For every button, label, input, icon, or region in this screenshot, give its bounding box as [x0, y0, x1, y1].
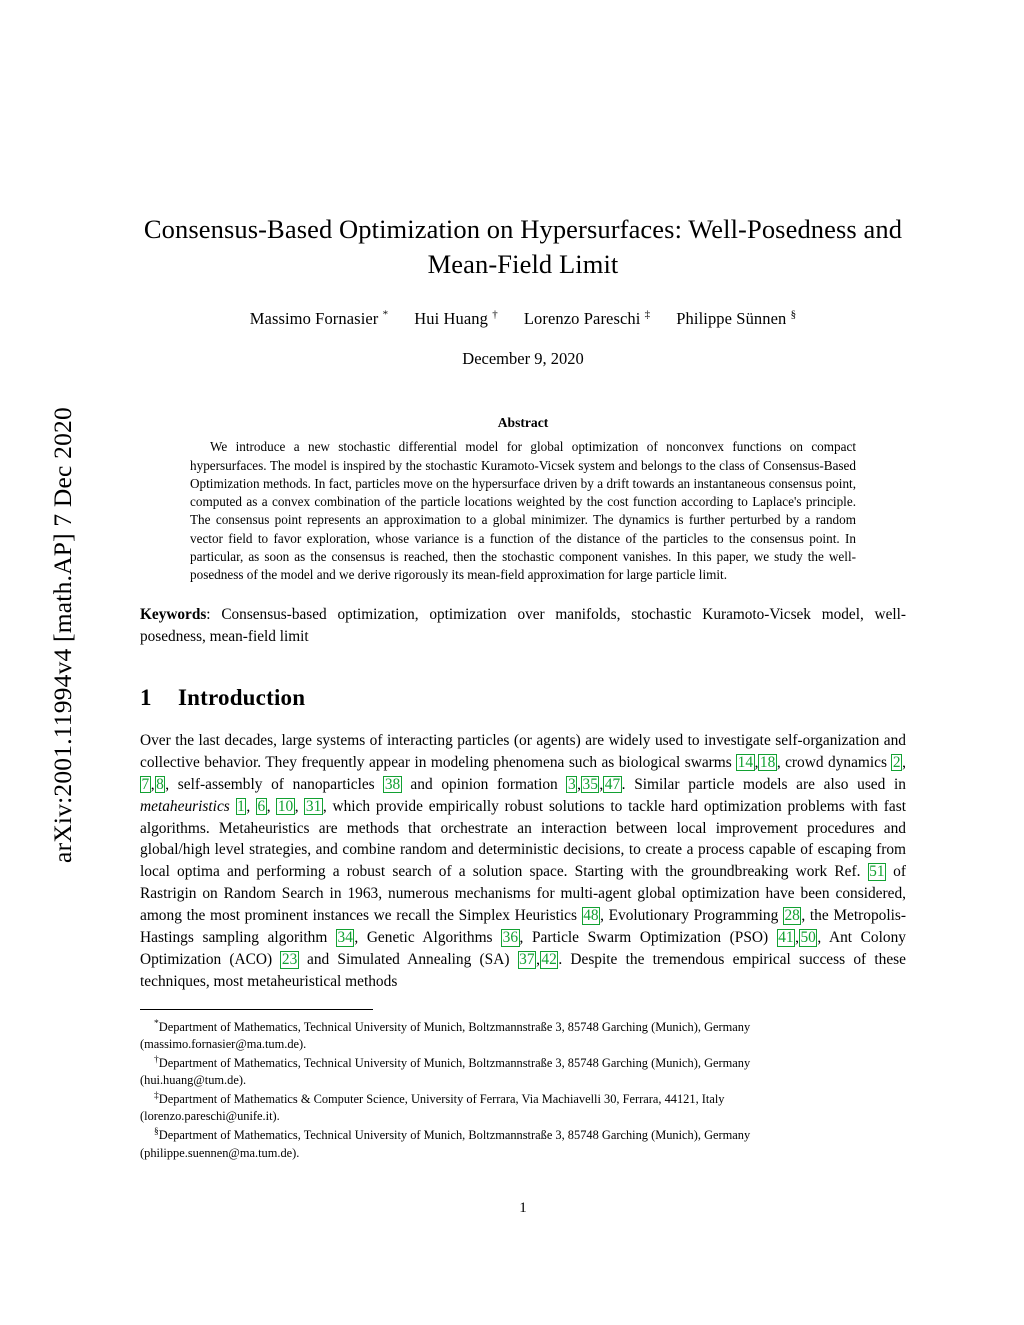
- footnote-3: [140, 1090, 906, 1108]
- citation-link[interactable]: 36: [502, 929, 519, 947]
- footnote-marker: *: [154, 1018, 159, 1029]
- author-footnote-marker[interactable]: †: [492, 308, 498, 321]
- footnote-marker: †: [154, 1054, 159, 1065]
- footnote-1: [140, 1018, 906, 1036]
- section-heading-introduction: [140, 685, 906, 711]
- citation-link[interactable]: 31: [305, 797, 322, 815]
- citation-link[interactable]: 28: [784, 907, 800, 925]
- paper-page: [140, 0, 906, 1325]
- citation-link[interactable]: 50: [800, 929, 816, 947]
- citation-link[interactable]: 8: [156, 775, 164, 793]
- footnote-affiliation: Department of Mathematics, Technical University of Munich, Boltzmannstraße 3, 85748 Garching (Munich), Germany: [158, 1019, 751, 1034]
- citation-link[interactable]: 6: [257, 797, 266, 815]
- citation-link[interactable]: 1: [237, 797, 245, 815]
- footnote-list: [140, 1018, 906, 1162]
- footnote-4: [140, 1126, 906, 1144]
- keywords-line: [140, 604, 906, 647]
- footnote-marker: §: [154, 1126, 159, 1137]
- citation-link[interactable]: 47: [604, 775, 621, 793]
- citation-link[interactable]: 37: [519, 951, 535, 969]
- page-title: Consensus-Based Optimization on Hypersurfaces: Well-Posedness and Mean-Field Limit: [143, 214, 903, 279]
- citation-link[interactable]: 14: [737, 753, 754, 771]
- author-list: [140, 309, 906, 330]
- citation-link[interactable]: 41: [778, 929, 794, 947]
- author-1: Massimo Fornasier *: [249, 308, 389, 329]
- footnote-email-1: (massimo.fornasier@ma.tum.de).: [140, 1037, 307, 1052]
- citation-link[interactable]: 51: [869, 863, 885, 881]
- author-2: Hui Huang †: [414, 308, 498, 329]
- section-number: 1: [140, 684, 152, 710]
- author-3: Lorenzo Pareschi ‡: [523, 308, 651, 329]
- page-number: 1: [519, 1200, 527, 1216]
- footnote-marker: ‡: [154, 1090, 159, 1101]
- citation-link[interactable]: 23: [281, 951, 298, 969]
- author-footnote-marker[interactable]: §: [790, 308, 797, 321]
- author-4: Philippe Sünnen §: [676, 308, 797, 329]
- abstract-heading: Abstract: [497, 415, 549, 431]
- arxiv-identifier-stamp: arXiv:2001.11994v4 [math.AP] 7 Dec 2020: [48, 407, 77, 863]
- citation-link[interactable]: 10: [277, 797, 294, 815]
- emphasis-text: metaheuristics: [140, 797, 230, 815]
- section-title: Introduction: [178, 684, 306, 710]
- footnote-2: [140, 1054, 906, 1072]
- citation-link[interactable]: 7: [141, 775, 150, 793]
- citation-link[interactable]: 48: [583, 907, 599, 925]
- citation-link[interactable]: 3: [567, 775, 576, 793]
- footnote-affiliation: Department of Mathematics, Technical University of Munich, Boltzmannstraße 3, 85748 Garching (Munich), Germany: [158, 1055, 751, 1070]
- footnote-email-4: (philippe.suennen@ma.tum.de).: [140, 1145, 300, 1160]
- footnote-separator: [140, 1009, 373, 1010]
- author-footnote-marker[interactable]: *: [382, 308, 389, 321]
- citation-link[interactable]: 18: [759, 753, 776, 771]
- keywords-text: : Consensus-based optimization, optimization over manifolds, stochastic Kuramoto-Vicsek model, well-posedness, mean-field limit: [140, 606, 906, 645]
- citation-link[interactable]: 38: [384, 775, 401, 793]
- keywords-label: Keywords: [140, 606, 207, 624]
- footnote-affiliation: Department of Mathematics & Computer Science, University of Ferrara, Via Machiavelli 30, Ferrara, 44121, Italy: [158, 1091, 725, 1106]
- introduction-paragraph: Over the last decades, large systems of interacting particles (or agents) are widely used to investigate self-organization and collective behavior. They frequently appear in modeling phenomena such as biological swarms 14,18, crowd dynamics 2,7,8, self-assembly of nanoparticles 38 and opinion formation 3,35,47. Similar particle models are also used in metaheuristics 1, 6, 10, 31, which provide empirically robust solutions to tackle hard optimization problems with fast algorithms. Metaheuristics are methods that orchestrate an interaction between local improvement procedures and global/high level strategies, and combine random and deterministic decisions, to create a process capable of escaping from local optima and performing a robust search of a solution space. Starting with the groundbreaking work Ref. 51 of Rastrigin on Random Search in 1963, numerous mechanisms for multi-agent global optimization have been considered, among the most prominent instances we recall the Simplex Heuristics 48, Evolutionary Programming 28, the Metropolis-Hastings sampling algorithm 34, Genetic Algorithms 36, Particle Swarm Optimization (PSO) 41,50, Ant Colony Optimization (ACO) 23 and Simulated Annealing (SA) 37,42. Despite the tremendous empirical success of these techniques, most metaheuristical methods: [140, 731, 907, 991]
- citation-link[interactable]: 34: [337, 929, 353, 947]
- citation-link[interactable]: 2: [892, 753, 901, 771]
- citation-link[interactable]: 35: [582, 775, 598, 793]
- publication-date: December 9, 2020: [462, 349, 584, 369]
- footnote-email-3: (lorenzo.pareschi@unife.it).: [140, 1109, 280, 1124]
- abstract-text: We introduce a new stochastic differential model for global optimization of nonconvex functions on compact hypersurfaces. The model is inspired by the stochastic Kuramoto-Vicsek system and belongs to the class of Consensus-Based Optimization methods. In fact, particles move on the hypersurface driven by a drift towards an instantaneous consensus point, computed as a convex combination of the particle locations weighted by the cost function according to Laplace's principle. The consensus point represents an approximation to a global minimizer. The dynamics is further perturbed by a random vector field to favor exploration, whose variance is a function of the distance of the particles to the consensus point. In particular, as soon as the consensus is reached, then the stochastic component vanishes. In this paper, we study the well-posedness of the model and we derive rigorously its mean-field approximation for large particle limit.: [190, 439, 856, 582]
- footnote-email-2: (hui.huang@tum.de).: [140, 1073, 247, 1088]
- abstract-section: [190, 415, 856, 584]
- citation-link[interactable]: 42: [541, 951, 557, 969]
- footnote-affiliation: Department of Mathematics, Technical University of Munich, Boltzmannstraße 3, 85748 Garching (Munich), Germany: [158, 1128, 751, 1143]
- author-footnote-marker[interactable]: ‡: [644, 308, 651, 321]
